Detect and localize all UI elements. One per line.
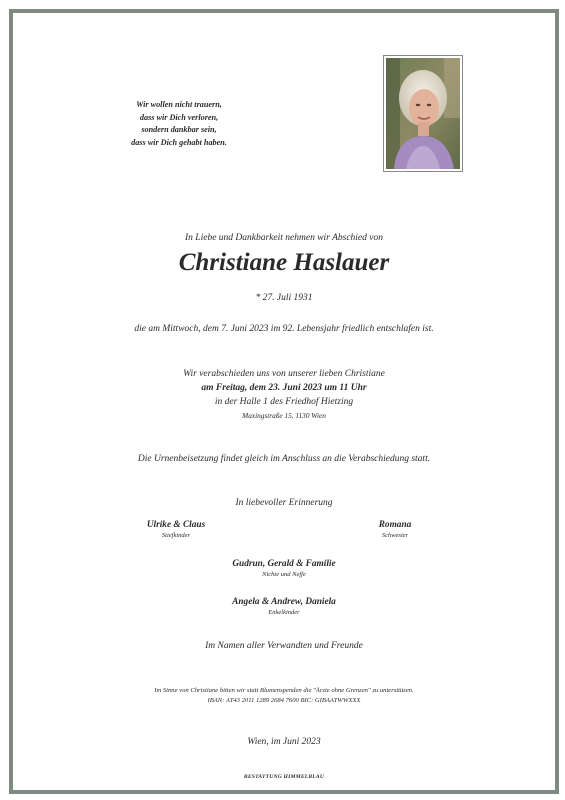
mourner — [224, 559, 344, 578]
poem — [109, 99, 249, 149]
portrait-frame — [383, 55, 463, 172]
mourner-name: Romana — [378, 520, 412, 530]
poem-line: sondern dankbar sein, — [141, 125, 217, 135]
donation-request: Im Sinne von Christiane bitten wir statt Blumenspenden die "Ärzte ohne Grenzen" zu unterstützen. — [154, 687, 414, 694]
mourner-name: Gudrun, Gerald & Familie — [232, 559, 336, 569]
mourner-relation: Schwester — [381, 532, 409, 539]
portrait-photo — [386, 58, 460, 169]
poem-line: dass wir Dich gehabt haben. — [131, 137, 227, 147]
undertaker-name: BESTATTUNG HIMMELBLAU — [243, 774, 325, 780]
mourner — [116, 520, 236, 539]
ceremony-address: Maxingstraße 15, 1130 Wien — [242, 411, 326, 420]
birth-date: * 27. Juli 1931 — [255, 293, 313, 303]
all-relatives-line: Im Namen aller Verwandten und Freunde — [205, 641, 363, 651]
mourner-relation: Enkelkinder — [268, 609, 300, 616]
mourner-relation: Stiefkinder — [161, 532, 191, 539]
obituary-card — [9, 9, 559, 794]
donation-bank-details: IBAN: AT43 2011 1289 2684 7600 BIC: GIBAATWWXXX — [207, 697, 361, 704]
farewell-intro: In Liebe und Dankbarkeit nehmen wir Abschied von — [185, 233, 383, 243]
place-date: Wien, im Juni 2023 — [247, 737, 321, 747]
ceremony-date: am Freitag, dem 23. Juni 2023 um 11 Uhr — [201, 383, 367, 393]
mourner-name: Angela & Andrew, Daniela — [232, 597, 336, 607]
memory-heading: In liebevoller Erinnerung — [235, 498, 333, 508]
urn-notice: Die Urnenbeisetzung findet gleich im Anschluss an die Verabschiedung statt. — [137, 454, 431, 464]
poem-line: Wir wollen nicht trauern, — [136, 100, 222, 109]
mourner-relation: Nichte und Neffe — [262, 571, 306, 578]
farewell-line: Wir verabschieden uns von unserer lieben Christiane — [183, 369, 385, 379]
mourner — [224, 597, 344, 616]
ceremony-location: in der Halle 1 des Friedhof Hietzing — [214, 397, 354, 407]
poem-line: dass wir Dich verloren, — [139, 112, 219, 122]
death-notice: die am Mittwoch, dem 7. Juni 2023 im 92. Lebensjahr friedlich entschlafen ist. — [134, 324, 434, 334]
mourner-name: Ulrike & Claus — [146, 520, 206, 530]
mourner — [335, 520, 455, 539]
deceased-name: Christiane Haslauer — [178, 249, 390, 276]
